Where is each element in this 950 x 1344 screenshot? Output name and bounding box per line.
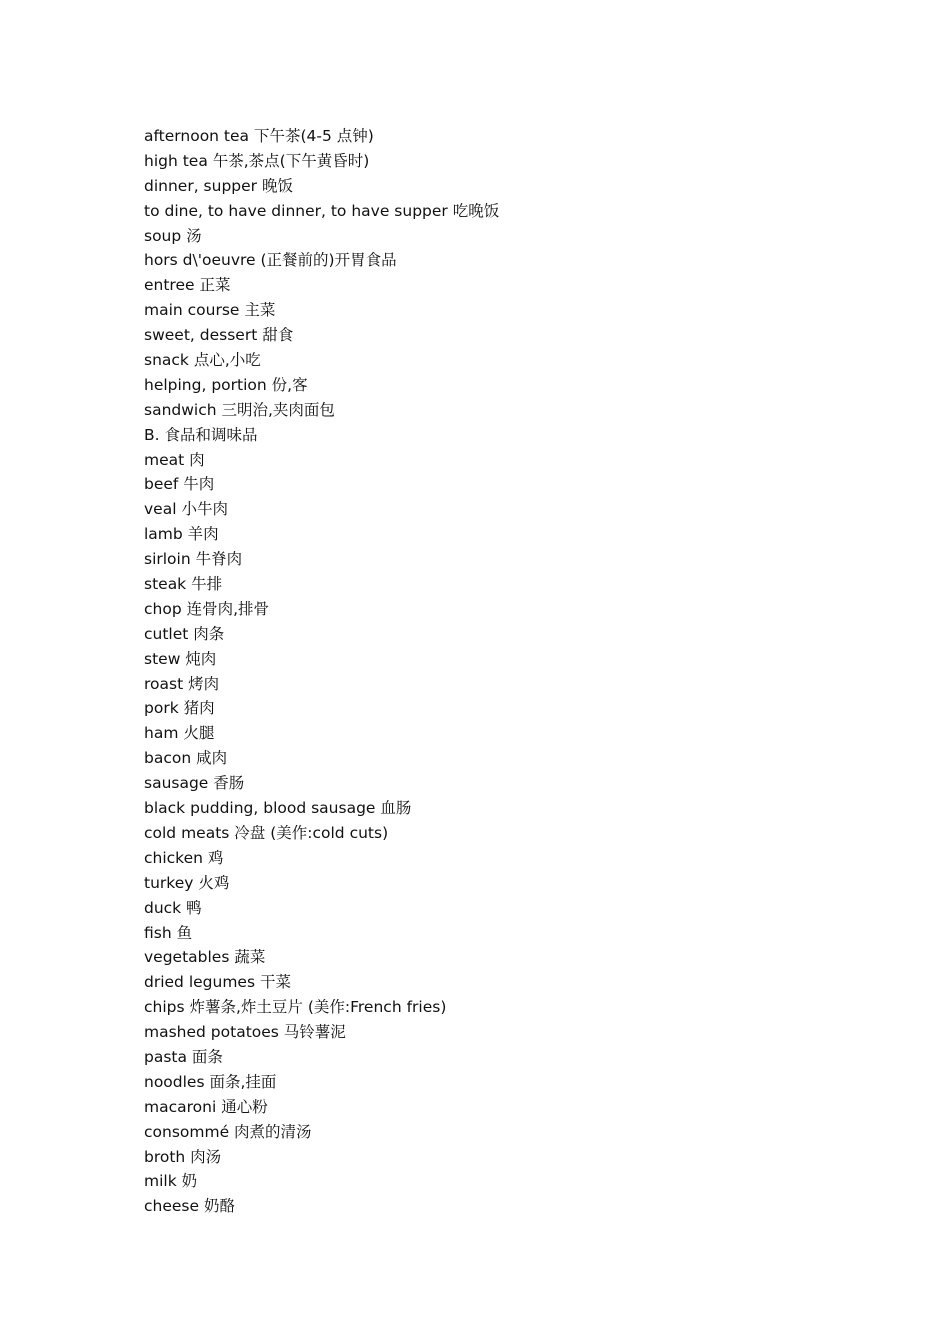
list-item: veal 小牛肉 bbox=[144, 500, 228, 519]
list-item: broth 肉汤 bbox=[144, 1147, 222, 1166]
list-item: roast 烤肉 bbox=[144, 674, 220, 693]
list-item: chop 连骨肉,排骨 bbox=[144, 599, 270, 618]
list-item: black pudding, blood sausage 血肠 bbox=[144, 799, 412, 818]
list-item: duck 鸭 bbox=[144, 898, 202, 917]
list-item: sirloin 牛脊肉 bbox=[144, 550, 243, 569]
list-item: sausage 香肠 bbox=[144, 774, 245, 793]
list-item: cold meats 冷盘 (美作:cold cuts) bbox=[144, 823, 389, 842]
list-item: turkey 火鸡 bbox=[144, 873, 230, 892]
list-item: vegetables 蔬菜 bbox=[144, 948, 266, 967]
list-item: beef 牛肉 bbox=[144, 475, 215, 494]
list-item: main course 主菜 bbox=[144, 301, 276, 320]
list-item: helping, portion 份,客 bbox=[144, 375, 308, 394]
list-item: noodles 面条,挂面 bbox=[144, 1072, 277, 1091]
list-item: cutlet 肉条 bbox=[144, 624, 225, 643]
list-item: dried legumes 干菜 bbox=[144, 973, 291, 992]
list-item: to dine, to have dinner, to have supper 吃晚饭 bbox=[144, 201, 500, 220]
list-item: hors d\'oeuvre (正餐前的)开胃食品 bbox=[144, 251, 397, 270]
list-item: cheese 奶酪 bbox=[144, 1197, 235, 1216]
list-item: soup 汤 bbox=[144, 226, 202, 245]
list-item: entree 正菜 bbox=[144, 276, 231, 295]
vocabulary-list bbox=[144, 124, 864, 1219]
list-item: ham 火腿 bbox=[144, 724, 215, 743]
list-item: afternoon tea 下午茶(4-5 点钟) bbox=[144, 127, 374, 145]
list-item: snack 点心,小吃 bbox=[144, 351, 261, 370]
list-item: chips 炸薯条,炸土豆片 (美作:French fries) bbox=[144, 998, 447, 1017]
list-item: dinner, supper 晚饭 bbox=[144, 176, 293, 195]
section-heading: B. 食品和调味品 bbox=[144, 425, 258, 444]
list-item: meat 肉 bbox=[144, 450, 205, 469]
list-item: high tea 午茶,茶点(下午黄昏时) bbox=[144, 151, 370, 170]
list-item: stew 炖肉 bbox=[144, 649, 217, 668]
list-item: pasta 面条 bbox=[144, 1047, 223, 1066]
list-item: steak 牛排 bbox=[144, 575, 223, 594]
list-item: macaroni 通心粉 bbox=[144, 1097, 268, 1116]
list-item: fish 鱼 bbox=[144, 923, 193, 942]
list-item: chicken 鸡 bbox=[144, 848, 224, 867]
list-item: bacon 咸肉 bbox=[144, 749, 228, 768]
list-item: pork 猪肉 bbox=[144, 699, 215, 718]
list-item: sandwich 三明治,夹肉面包 bbox=[144, 400, 335, 419]
list-item: lamb 羊肉 bbox=[144, 525, 219, 544]
list-item: mashed potatoes 马铃薯泥 bbox=[144, 1023, 346, 1042]
list-item: consommé 肉煮的清汤 bbox=[144, 1122, 312, 1141]
list-item: sweet, dessert 甜食 bbox=[144, 326, 294, 345]
list-item: milk 奶 bbox=[144, 1172, 198, 1191]
